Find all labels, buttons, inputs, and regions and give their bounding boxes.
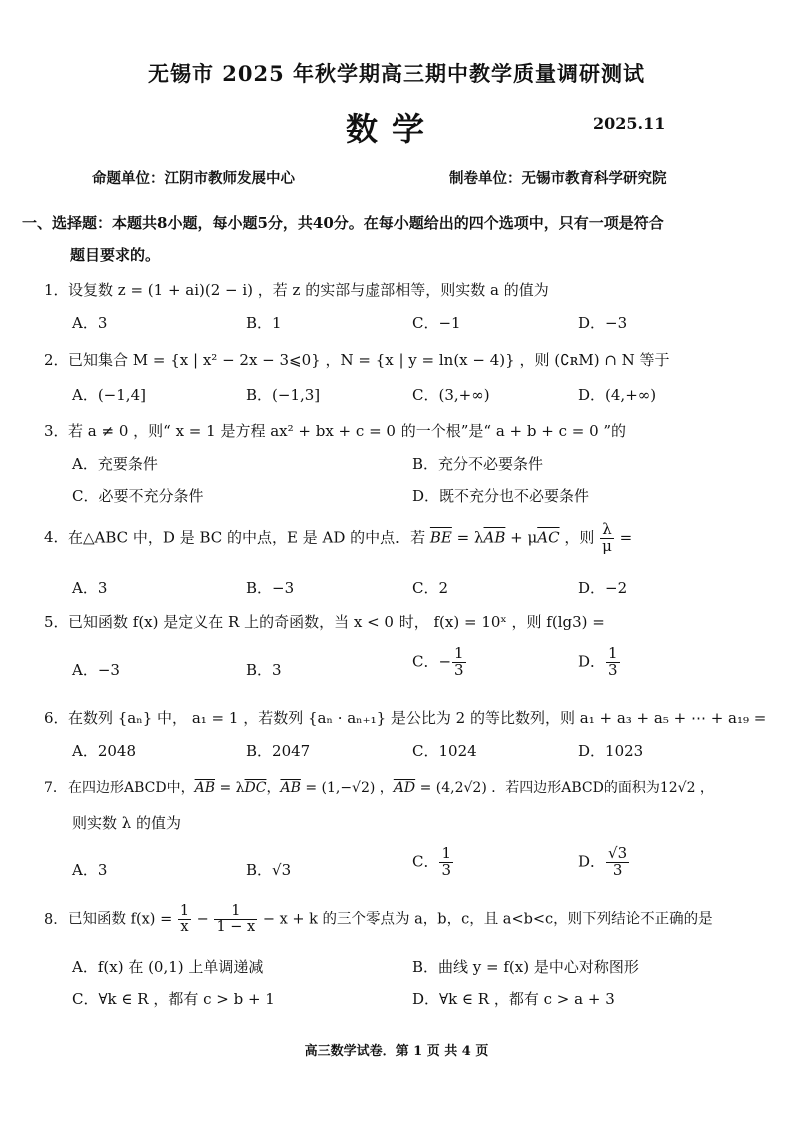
option-a: A．3 (72, 861, 108, 879)
question-stem: 在数列 {aₙ} 中， a₁ = 1 ，若数列 {aₙ · aₙ₊₁} 是公比为 2 的等比数列，则 a₁ + a₃ + a₅ + ⋯ + a₁₉ = (68, 709, 767, 727)
option-c: C．−1 (412, 314, 461, 332)
fraction (600, 522, 614, 555)
option-a: A．2048 (72, 742, 137, 760)
option-d: D．(4,+∞) (578, 386, 657, 404)
vector-ab: $\overline{AB}$ (483, 528, 506, 547)
stem-part: = λ (451, 528, 484, 547)
option-a: A．(−1,4] (72, 386, 146, 404)
option-c: C．1024 (412, 742, 477, 760)
numerator: √3 (608, 844, 628, 862)
denominator: μ (602, 536, 612, 555)
denominator: 3 (441, 860, 452, 879)
vector-ab: $\overline{AB}$ (194, 780, 216, 796)
question-number: 8． (44, 911, 68, 928)
stem-part: = (4,2√2) ．若四边形ABCD的面积为12√2 ， (415, 780, 714, 796)
vector-ab: $\overline{AB}$ (280, 780, 301, 796)
vector-ad: $\overline{AD}$ (393, 780, 416, 796)
question-stem: 在△ABC 中，D 是 BC 的中点，E 是 AD 的中点．若 (68, 528, 430, 547)
question-stem: 设复数 z = (1 + ai)(2 − i) ，若 z 的实部与虚部相等，则实数 a 的值为 (68, 281, 549, 299)
stem-part: − (192, 911, 214, 928)
option-b: B．2047 (246, 742, 311, 760)
option-b: B．√3 (246, 861, 292, 879)
fraction (606, 646, 620, 679)
question-number: 1． (44, 281, 69, 299)
question-number: 3． (44, 422, 69, 440)
question-number: 4． (44, 528, 69, 547)
numerator: 1 (214, 904, 257, 920)
question-1 (44, 279, 549, 300)
numerator: 1 (179, 903, 190, 919)
section-heading: 一、选择题：本题共8小题，每小题5分，共40分。在每小题给出的四个选项中，只有一项是符合 (22, 214, 664, 232)
fraction (214, 904, 257, 935)
stem-part: + μ (505, 528, 538, 547)
question-number: 5． (44, 613, 69, 631)
page-footer: 高三数学试卷．第 1 页 共 4 页 (304, 1044, 489, 1059)
question-stem: 已知函数 f(x) = (68, 911, 177, 928)
section-heading-cont: 题目要求的。 (70, 246, 161, 264)
option-d: D．1023 (578, 742, 644, 760)
question-stem: 若 a ≠ 0 ，则“ x = 1 是方程 ax² + bx + c = 0 的一个根”是“ a + b + c = 0 ”的 (68, 422, 627, 440)
denominator: x (180, 919, 189, 936)
vector-be: $\overline{BE}$ (429, 528, 452, 547)
exam-date: 2025.11 (593, 114, 666, 133)
numerator: 1 (608, 644, 618, 662)
option-a: A．3 (72, 314, 108, 332)
fraction (178, 904, 191, 935)
option-d (578, 646, 621, 679)
exam-title: 无锡市 2025 年秋学期高三期中教学质量调研测试 (147, 61, 646, 86)
denominator: 3 (454, 660, 464, 679)
numerator: 1 (454, 644, 464, 662)
option-c: C．必要不充分条件 (72, 487, 204, 505)
printer-unit: 制卷单位：无锡市教育科学研究院 (449, 170, 667, 187)
option-c (412, 846, 454, 879)
option-b: B．1 (246, 314, 282, 332)
stem-part: − x + k 的三个零点为 a，b，c，且 a<b<c，则下列结论不正确的是 (258, 911, 713, 928)
question-7-cont: 则实数 λ 的值为 (72, 814, 182, 832)
stem-part: ， (266, 780, 281, 796)
question-stem: 已知函数 f(x) 是定义在 R 上的奇函数，当 x < 0 时， f(x) = 10ˣ ，则 f(lg3) = (68, 613, 605, 631)
fraction (606, 846, 629, 879)
setter-unit: 命题单位：江阴市教师发展中心 (92, 170, 295, 187)
question-8 (44, 904, 713, 935)
option-a: A．−3 (72, 661, 120, 679)
stem-part: = (1,−√2) ， (300, 780, 394, 796)
fraction (439, 846, 453, 879)
option-b: B．曲线 y = f(x) 是中心对称图形 (412, 958, 639, 976)
stem-part: ，则 (559, 528, 600, 547)
question-4 (44, 522, 632, 555)
option-b: B．充分不必要条件 (412, 455, 544, 473)
subject-title: 数学 (346, 110, 439, 148)
question-6 (44, 707, 766, 728)
numerator: λ (600, 522, 614, 539)
stem-part: = (614, 528, 633, 547)
option-label: C．− (412, 652, 452, 671)
question-stem: 已知集合 M = {x | x² − 2x − 3⩽0} ，N = {x | y = ln(x − 4)} ，则 (∁ʀM) ∩ N 等于 (68, 351, 670, 369)
option-b: B．(−1,3] (246, 386, 321, 404)
option-c: C．(3,+∞) (412, 386, 490, 404)
numerator: 1 (441, 844, 452, 862)
option-d: D．−2 (578, 579, 628, 597)
denominator: 1 − x (216, 919, 256, 936)
question-2 (44, 349, 670, 370)
option-c: C．2 (412, 579, 449, 597)
option-label: D． (578, 652, 606, 671)
option-b: B．−3 (246, 579, 295, 597)
option-a: A．3 (72, 579, 108, 597)
option-a: A．充要条件 (72, 455, 158, 473)
option-a: A．f(x) 在 (0,1) 上单调递减 (72, 958, 264, 976)
question-number: 2． (44, 351, 69, 369)
option-label: D． (578, 852, 606, 871)
fraction (452, 646, 466, 679)
question-number: 7． (44, 780, 67, 796)
question-7 (44, 777, 714, 797)
question-stem: 在四边形ABCD中， (68, 780, 195, 796)
option-d: D．−3 (578, 314, 628, 332)
question-3 (44, 420, 626, 441)
denominator: 3 (612, 860, 623, 879)
vector-dc: $\overline{DC}$ (244, 780, 267, 796)
option-d: D．∀k ∈ R ，都有 c > a + 3 (412, 990, 615, 1008)
option-c (412, 646, 467, 679)
option-b: B．3 (246, 661, 282, 679)
question-5 (44, 611, 605, 632)
option-d: D．既不充分也不必要条件 (412, 487, 590, 505)
option-c: C．∀k ∈ R ，都有 c > b + 1 (72, 990, 275, 1008)
stem-part: = λ (215, 780, 245, 796)
question-number: 6． (44, 709, 69, 727)
vector-ac: $\overline{AC}$ (537, 528, 560, 547)
option-label: C． (412, 852, 439, 871)
denominator: 3 (608, 660, 618, 679)
option-d (578, 846, 630, 879)
